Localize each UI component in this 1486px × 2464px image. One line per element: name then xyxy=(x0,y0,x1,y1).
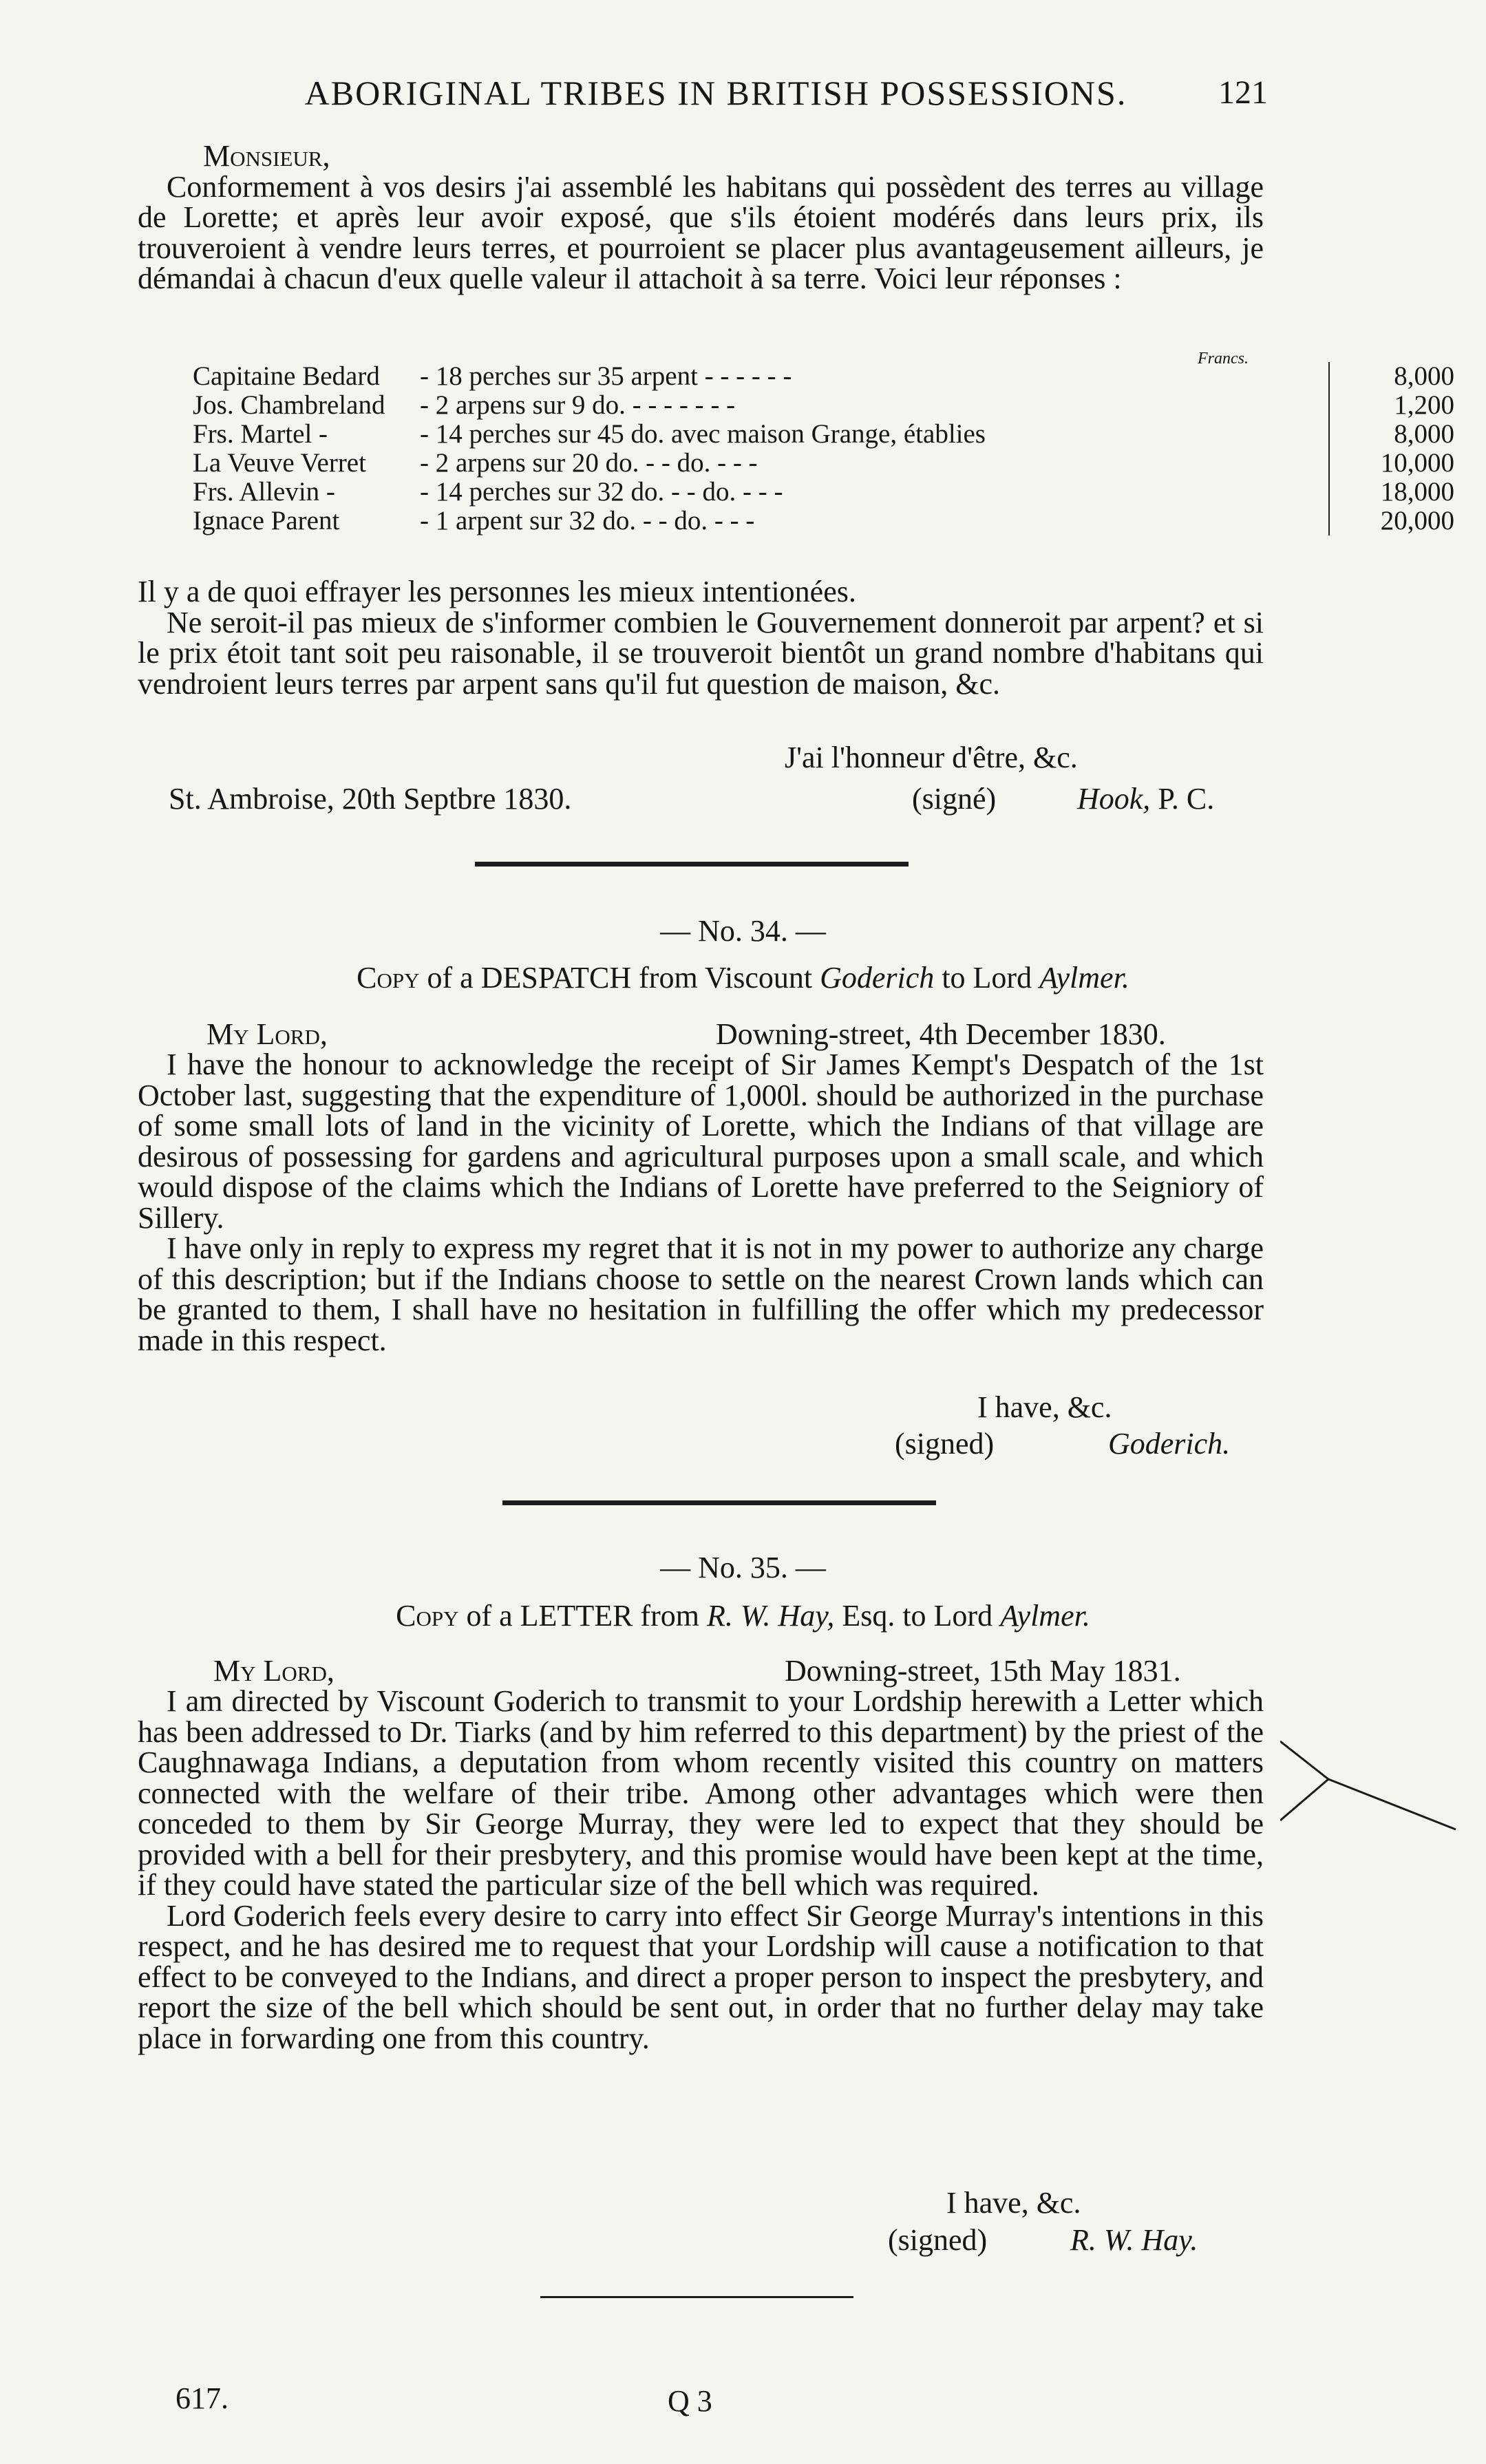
doc-34-closing: I have, &c. xyxy=(977,1390,1112,1424)
letter-1-text xyxy=(138,141,1264,295)
table-cell-amount: 18,000 xyxy=(1329,478,1454,507)
letter-1-p2: Il y a de quoi effrayer les personnes les mieux intentionées. xyxy=(138,575,856,608)
doc-34-number: — No. 34. — xyxy=(660,914,826,948)
margin-pointer-mark xyxy=(1280,1734,1459,1834)
table-cell-amount: 1,200 xyxy=(1329,391,1454,420)
letter-1-closing: J'ai l'honneur d'être, &c. xyxy=(785,741,1078,774)
doc-35-title xyxy=(0,1600,1486,1632)
table-row xyxy=(193,391,1454,420)
letter-1-signer xyxy=(1077,783,1214,815)
footer-signature-mark: Q 3 xyxy=(668,2384,712,2418)
table-unit-label: Francs. xyxy=(1198,350,1249,368)
doc-35-salutation: My Lord, xyxy=(213,1654,335,1688)
doc-35-title-to: Esq. to Lord xyxy=(834,1599,1001,1633)
table-cell-amount: 8,000 xyxy=(1329,420,1454,449)
table-cell-name: Jos. Chambreland xyxy=(193,390,385,420)
letter-1-signed-label: (signé) xyxy=(912,782,997,816)
doc-35-p2: Lord Goderich feels every desire to carry into effect Sir George Murray's intentions in this respect, and he has desired me to request that your Lordship will cause a notification to that effect to be conveyed to the Indians, and direct a proper person to inspect the presbytery, and report the size of the bell which should be sent out, in order that no further delay may take place in forwarding one from this country. xyxy=(138,1898,1264,2055)
table-cell-detail: - 1 arpent sur 32 do. - - do. - - - xyxy=(420,506,755,535)
doc-34-from: Goderich xyxy=(820,961,935,995)
doc-34-p1: I have the honour to acknowledge the receipt of Sir James Kempt's Despatch of the 1st October last, suggesting that the expenditure of 1,000l. should be authorized in the purchase of some small lots of land in the vicinity of Lorette, which the Indians of that village are desirous of possessing for gardens and agricultural purposes upon a small scale, and which would dispose of the claims which the Indians of Lorette have preferred to the Seigniory of Sillery. xyxy=(138,1048,1264,1235)
doc-34-signer: Goderich. xyxy=(1108,1427,1231,1461)
doc-35-to: Aylmer. xyxy=(1000,1599,1090,1633)
doc-35-dateline: Downing-street, 15th May 1831. xyxy=(785,1654,1181,1688)
doc-35-p1: I am directed by Viscount Goderich to transmit to your Lordship herewith a Letter which has been addressed to Dr. Tiarks (and by him referred to this department) by the priest of the Caughnawaga Indians, a deputation from whom recently visited this country on matters connected with the welfare of their tribe. Among other advantages which were then conceded to them by Sir George Murray, they were led to expect that they should be provided with a bell for their presbytery, and this promise would have been kept at the time, if they could have stated the particular size of the bell which was required. xyxy=(138,1684,1264,1902)
table-cell-name: Ignace Parent xyxy=(193,506,340,535)
doc-35-closing: I have, &c. xyxy=(946,2186,1081,2220)
letter-1-place-date: St. Ambroise, 20th Septbre 1830. xyxy=(169,782,572,816)
table-cell-detail: - 14 perches sur 45 do. avec maison Grange, établies xyxy=(420,419,986,449)
table-cell-detail: - 2 arpens sur 20 do. - - do. - - - xyxy=(420,448,758,478)
section-divider xyxy=(502,1500,936,1505)
letter-1-signer-suffix: P. C. xyxy=(1158,782,1215,816)
table-cell-detail: - 18 perches sur 35 arpent - - - - - - xyxy=(420,361,792,391)
table-cell-amount: 20,000 xyxy=(1329,507,1454,535)
table-cell-name: Frs. Allevin - xyxy=(193,477,335,507)
table-cell-name: La Veuve Verret xyxy=(193,448,366,478)
letter-1-body: Conformement à vos desirs j'ai assemblé les habitans qui possèdent des terres au village de Lorette; et après leur avoir exposé, que s'ils étoient modérés dans leurs prix, ils trouveroient à vendre leurs terres, et pourroient se placer plus avantageusement ailleurs, je démandai à chacun d'eux quelle valeur il attachoit à sa terre. Voici leur réponses : xyxy=(138,169,1264,295)
table-row xyxy=(193,420,1454,449)
doc-35-signer: R. W. Hay. xyxy=(1070,2223,1198,2257)
footer-print-number: 617. xyxy=(176,2381,229,2415)
page-number: 121 xyxy=(1218,74,1268,111)
doc-34-signed-label: (signed) xyxy=(895,1427,995,1461)
table-cell-detail: - 2 arpens sur 9 do. - - - - - - - xyxy=(420,390,736,420)
doc-34-text xyxy=(138,1050,1264,1356)
doc-34-title xyxy=(0,962,1486,994)
section-divider xyxy=(475,862,909,867)
margin-pointer-icon xyxy=(1280,1734,1459,1831)
doc-34-title-mid: of a DESPATCH from Viscount xyxy=(419,961,820,995)
doc-35-signed-label: (signed) xyxy=(888,2223,988,2257)
doc-35-number: — No. 35. — xyxy=(660,1551,826,1584)
doc-34-salutation: My Lord, xyxy=(206,1017,328,1051)
doc-35-title-mid: of a LETTER from xyxy=(458,1599,707,1633)
valuation-table xyxy=(193,362,1454,535)
table-row xyxy=(193,362,1454,391)
doc-34-to: Aylmer. xyxy=(1039,961,1129,995)
letter-1-salutation: Monsieur, xyxy=(203,139,330,173)
doc-35-from: R. W. Hay, xyxy=(706,1599,835,1633)
footer-rule xyxy=(540,2296,853,2298)
letter-1-p3: Ne seroit-il pas mieux de s'informer combien le Gouvernement donneroit par arpent? et si le prix étoit tant soit peu raisonable, il se trouveroit bientôt un grand nombre d'habitans qui vendroient leurs terres par arpent sans qu'il fut question de maison, &c. xyxy=(138,605,1264,701)
doc-35-title-prefix: Copy xyxy=(396,1599,459,1633)
doc-34-dateline: Downing-street, 4th December 1830. xyxy=(716,1017,1166,1051)
doc-34-p2: I have only in reply to express my regret that it is not in my power to authorize any charge of this description; but if the Indians choose to settle on the nearest Crown lands which can be granted to them, I shall have no hesitation in fulfilling the offer which my predecessor made in this respect. xyxy=(138,1231,1264,1357)
table-row xyxy=(193,478,1454,507)
doc-35-text xyxy=(138,1686,1264,2054)
table-cell-amount: 8,000 xyxy=(1329,362,1454,391)
table-cell-name: Capitaine Bedard xyxy=(193,361,380,391)
table-cell-name: Frs. Martel - xyxy=(193,419,328,449)
table-cell-amount: 10,000 xyxy=(1329,449,1454,478)
doc-34-title-to: to Lord xyxy=(934,961,1040,995)
doc-34-title-prefix: Copy xyxy=(357,961,420,995)
table-row xyxy=(193,507,1454,535)
table-row xyxy=(193,449,1454,478)
letter-1-signer-name: Hook, xyxy=(1077,782,1151,816)
running-header: ABORIGINAL TRIBES IN BRITISH POSSESSIONS. xyxy=(304,74,1127,112)
table-cell-detail: - 14 perches sur 32 do. - - do. - - - xyxy=(420,477,783,507)
letter-1-continued xyxy=(138,577,1264,699)
